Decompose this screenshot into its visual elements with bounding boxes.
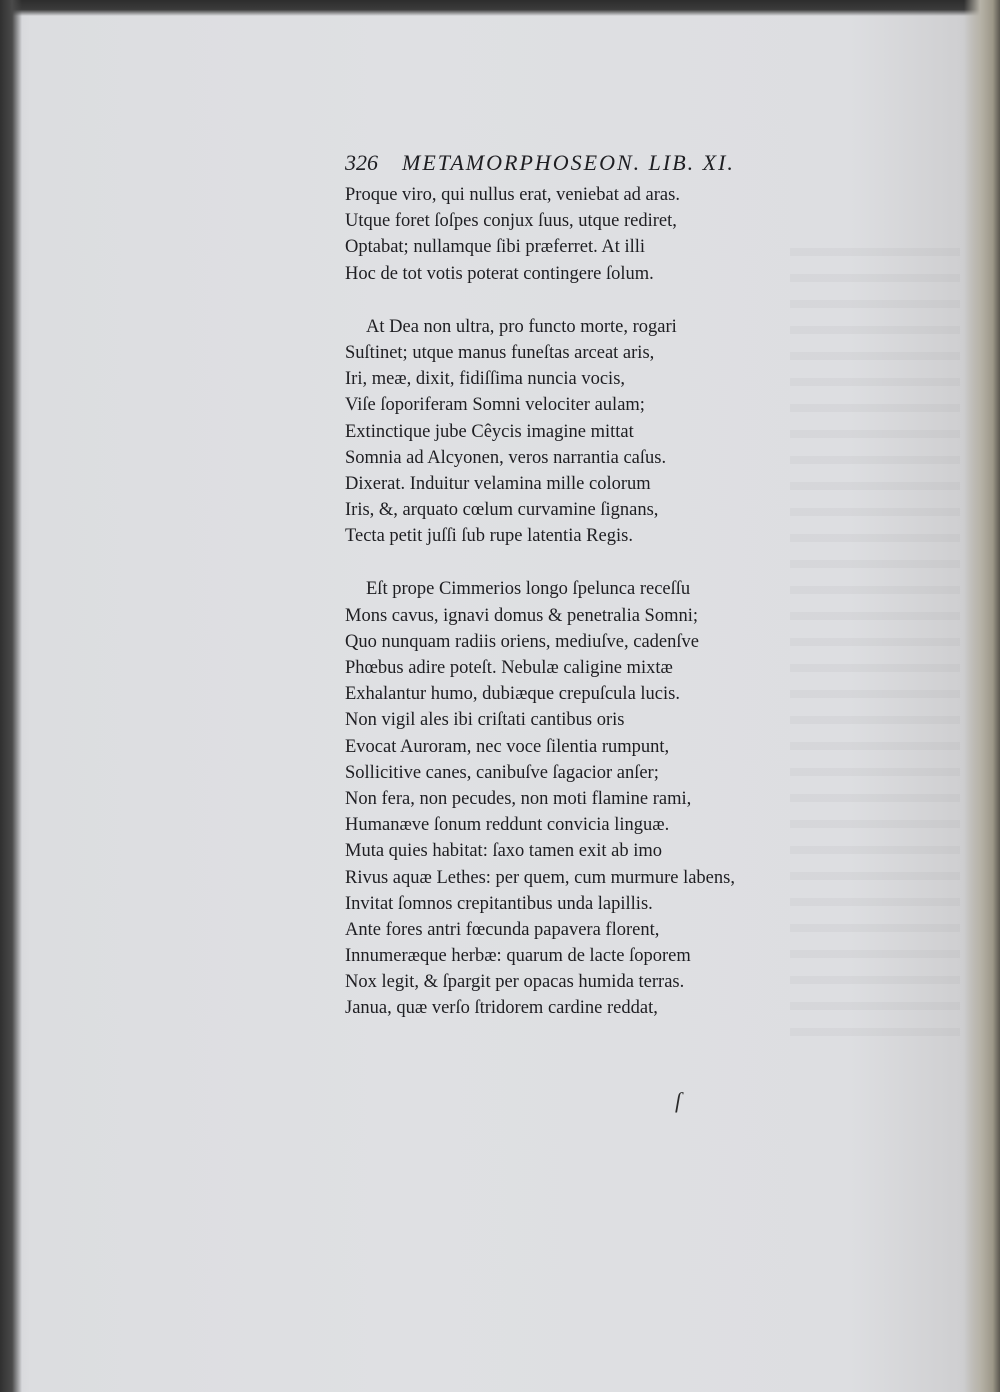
verse-line: Exhalantur humo, dubiæque crepuſcula lucis. [345, 684, 680, 705]
verse-line: Phœbus adire poteſt. Nebulæ caligine mixtæ [345, 658, 673, 678]
verse-line: Suſtinet; utque manus funeſtas arceat aris, [345, 342, 655, 363]
verse-line: Dixerat. Induitur velamina mille colorum [345, 473, 651, 494]
verse-line: Invitat ſomnos crepitantibus unda lapillis. [345, 893, 653, 914]
verse-line: At Dea non ultra, pro functo morte, rogari [366, 316, 677, 337]
verse-line: Ante fores antri fœcunda papavera florent, [345, 919, 660, 940]
page-edge-right [964, 0, 1000, 1392]
verse-line: Optabat; nullamque ſibi præferret. At illi [345, 237, 646, 258]
verse-line: Sollicitive canes, canibuſve ſagacior anſer; [345, 762, 659, 783]
verse-line: Utque foret ſoſpes conjux ſuus, utque rediret, [345, 211, 677, 232]
catchword-mark: ſ [675, 1088, 682, 1113]
verse-line: Non fera, non pecudes, non moti flamine rami, [345, 788, 692, 809]
verse-line: Innumeræque herbæ: quarum de lacte ſoporem [345, 946, 691, 967]
verse-line: Humanæve ſonum reddunt convicia linguæ. [345, 815, 670, 836]
verse-line: Iri, meæ, dixit, fidiſſima nuncia vocis, [345, 369, 626, 390]
verse-line: Rivus aquæ Lethes: per quem, cum murmure labens, [345, 867, 735, 888]
page-edge-left [0, 0, 22, 1392]
verse-line: Proque viro, qui nullus erat, veniebat ad aras. [345, 185, 680, 205]
stanza-2 [345, 314, 825, 550]
verse-line: Hoc de tot votis poterat contingere ſolum. [345, 263, 654, 284]
verse-line: Eſt prope Cimmerios longo ſpelunca receſſu [366, 579, 691, 600]
verse-line: Nox legit, & ſpargit per opacas humida terras. [345, 972, 685, 993]
page-number: 326 [345, 150, 378, 175]
verse-line: Mons cavus, ignavi domus & penetralia Somni; [345, 605, 698, 626]
stanza-1 [345, 182, 825, 287]
verse-line: Tecta petit juſſi ſub rupe latentia Regis. [345, 526, 633, 547]
verse-line: Viſe ſoporiferam Somni velociter aulam; [345, 395, 645, 416]
verse-line: Janua, quæ verſo ſtridorem cardine reddat, [345, 998, 658, 1019]
page-edge-top [0, 0, 1000, 16]
running-title: METAMORPHOSEON. LIB. XI. [402, 150, 735, 175]
verse-line: Extinctique jube Cêycis imagine mittat [345, 421, 634, 442]
verse-line: Somnia ad Alcyonen, veros narrantia caſus. [345, 447, 667, 468]
verse-line: Quo nunquam radiis oriens, mediuſve, cadenſve [345, 631, 699, 652]
verse-line: Iris, &, arquato cœlum curvamine ſignans, [345, 500, 659, 521]
verse-line: Muta quies habitat: ſaxo tamen exit ab imo [345, 841, 662, 862]
stanza-3 [345, 576, 825, 1021]
text-block [345, 150, 825, 1022]
verse-line: Non vigil ales ibi criſtati cantibus oris [345, 710, 625, 731]
verse-line: Evocat Auroram, nec voce ſilentia rumpunt, [345, 736, 670, 757]
running-head [345, 150, 825, 182]
